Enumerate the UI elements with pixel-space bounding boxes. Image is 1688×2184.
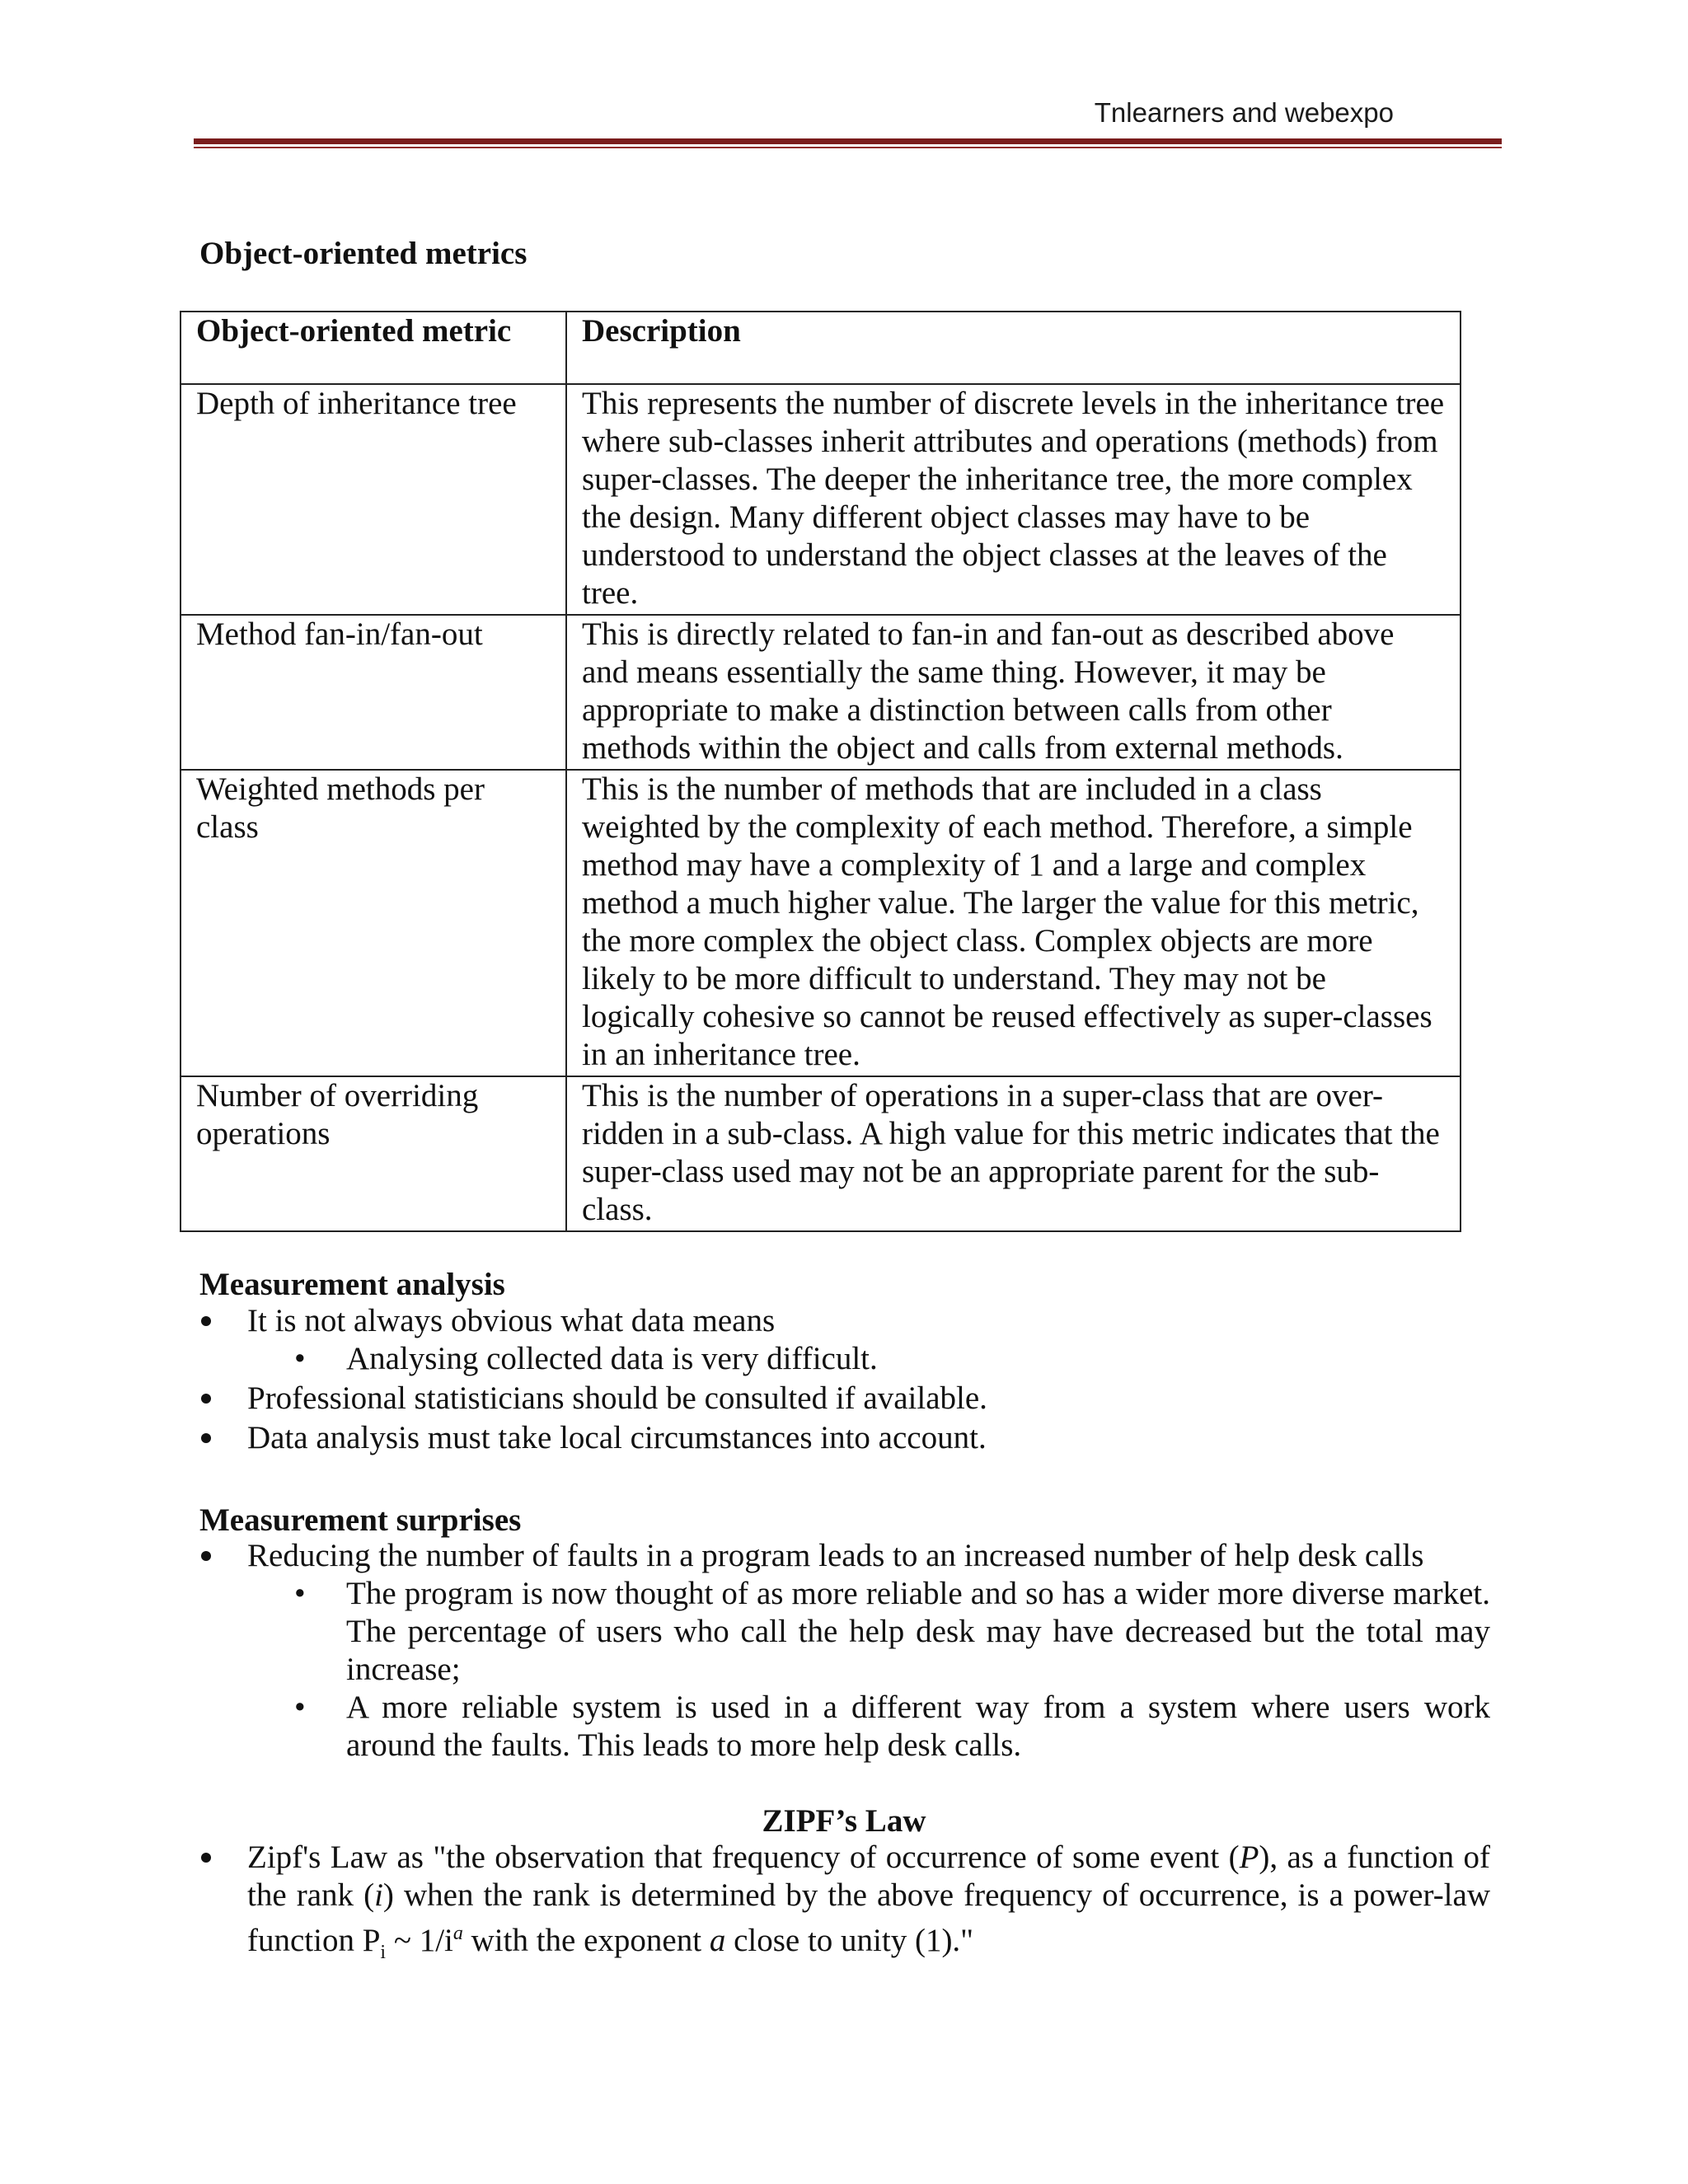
bullet-icon bbox=[201, 1433, 211, 1443]
list-item bbox=[247, 1689, 1490, 1765]
description-cell: This is directly related to fan-in and fan-out as described above and means essentially the same thing. However, it may be appropriate to make a distinction between calls from other methods within the object and calls from external methods. bbox=[566, 615, 1461, 770]
bullet-icon bbox=[201, 1316, 211, 1326]
list-item bbox=[0, 1302, 1566, 1378]
bullet-icon: • bbox=[294, 1576, 306, 1611]
text-run: ~ 1/i bbox=[386, 1923, 453, 1958]
list-item bbox=[0, 1380, 1566, 1418]
section-title-oo-metrics: Object-oriented metrics bbox=[199, 236, 528, 271]
table-row bbox=[181, 615, 1461, 770]
analysis-bullet-list bbox=[0, 1302, 1566, 1459]
header-rule-thin bbox=[194, 147, 1502, 148]
list-item-text: Reducing the number of faults in a program leads to an increased number of help desk calls bbox=[247, 1538, 1424, 1573]
surprises-bullet-list bbox=[0, 1537, 1490, 1765]
list-item bbox=[247, 1575, 1490, 1689]
section-title-measurement-surprises: Measurement surprises bbox=[199, 1502, 522, 1538]
bullet-icon bbox=[201, 1394, 211, 1404]
page-header-text: Tnlearners and webexpo bbox=[1094, 97, 1394, 128]
list-item-text: The program is now thought of as more reliable and so has a wider more diverse market. The percentage of users who call the help desk may have decreased but the total may increase; bbox=[346, 1576, 1490, 1687]
list-item-text: Professional statisticians should be consulted if available. bbox=[247, 1380, 987, 1416]
text-run: close to unity (1)." bbox=[725, 1923, 974, 1958]
text-run: with the exponent bbox=[462, 1923, 710, 1958]
list-item bbox=[247, 1340, 1566, 1378]
list-item-text: A more reliable system is used in a different way from a system where users work around the faults. This leads to more help desk calls. bbox=[346, 1690, 1490, 1763]
list-item bbox=[0, 1419, 1566, 1457]
bullet-icon: • bbox=[294, 1690, 306, 1725]
subscript-i: i bbox=[380, 1941, 387, 1963]
table-header-cell: Object-oriented metric bbox=[181, 312, 566, 384]
description-cell: This is the number of methods that are included in a class weighted by the complexity of each method. Therefore, a simple method may have a complexity of 1 and a large and complex method a much higher value. The larger the value for this metric, the more complex the object class. Complex objects are more likely to be more difficult to understand. They may not be logically cohesive so cannot be reused effectively as super-classes in an inheritance tree. bbox=[566, 770, 1461, 1076]
exponent-a: a bbox=[452, 1923, 463, 1944]
section-title-measurement-analysis: Measurement analysis bbox=[199, 1267, 505, 1302]
text-run: Zipf's Law as "the observation that frequency of occurrence of some event ( bbox=[247, 1840, 1240, 1875]
bullet-icon bbox=[201, 1551, 211, 1561]
zipf-bullet-list bbox=[0, 1839, 1490, 1971]
metric-cell: Method fan-in/fan-out bbox=[181, 615, 566, 770]
table-row bbox=[181, 770, 1461, 1076]
list-item bbox=[0, 1537, 1490, 1765]
metric-cell: Weighted methods per class bbox=[181, 770, 566, 1076]
section-title-zipfs-law: ZIPF’s Law bbox=[762, 1803, 926, 1839]
text-run: ) when the rank is determined by the above frequency of occurrence, is a power-law function P bbox=[247, 1877, 1490, 1958]
header-rule bbox=[194, 138, 1502, 144]
description-cell: This represents the number of discrete levels in the inheritance tree where sub-classes inherit attributes and operations (methods) from super-classes. The deeper the inheritance tree, the more complex the design. Many different object classes may have to be understood to understand the object classes at the leaves of the tree. bbox=[566, 384, 1461, 615]
variable-p: P bbox=[1239, 1840, 1259, 1875]
list-item-text: Data analysis must take local circumstances into account. bbox=[247, 1420, 987, 1455]
zipf-text bbox=[247, 1840, 1490, 1963]
list-item-text: Analysing collected data is very difficult. bbox=[346, 1341, 878, 1376]
variable-i: i bbox=[374, 1877, 383, 1913]
variable-a: a bbox=[709, 1923, 726, 1958]
metric-cell: Number of overriding operations bbox=[181, 1076, 566, 1231]
metrics-table bbox=[180, 311, 1461, 1232]
table-header-row bbox=[181, 312, 1461, 384]
list-item-text: It is not always obvious what data means bbox=[247, 1303, 776, 1338]
text-run: ), as a function of the rank ( bbox=[247, 1840, 1490, 1913]
bullet-icon: • bbox=[294, 1341, 306, 1376]
description-cell: This is the number of operations in a super-class that are over-ridden in a sub-class. A high value for this metric indicates that the super-class used may not be an appropriate parent for the sub-class. bbox=[566, 1076, 1461, 1231]
bullet-icon bbox=[201, 1853, 211, 1863]
list-item bbox=[0, 1839, 1490, 1971]
sub-bullet-list bbox=[247, 1575, 1490, 1765]
metric-cell: Depth of inheritance tree bbox=[181, 384, 566, 615]
sub-bullet-list bbox=[247, 1340, 1566, 1378]
table-row bbox=[181, 1076, 1461, 1231]
table-header-cell: Description bbox=[566, 312, 1461, 384]
table-row bbox=[181, 384, 1461, 615]
